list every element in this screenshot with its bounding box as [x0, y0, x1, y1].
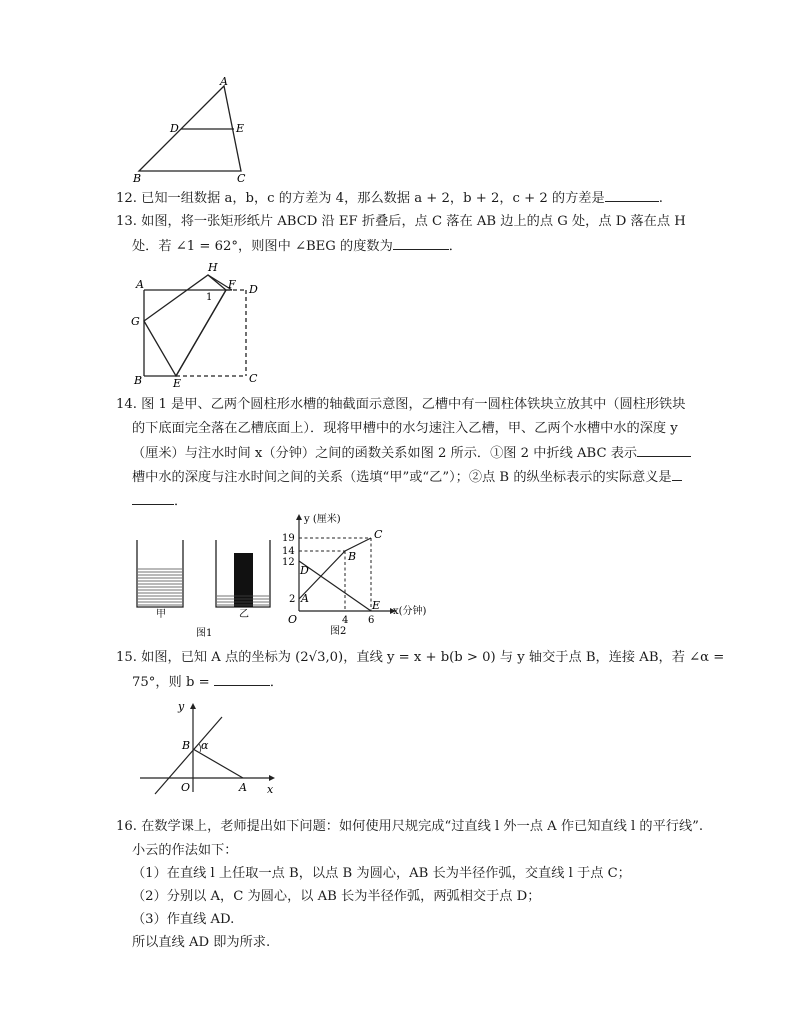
line-de — [299, 561, 371, 611]
label-c: C — [249, 372, 258, 385]
depth-time-graph — [280, 510, 445, 640]
segment-ab — [193, 749, 243, 778]
label-alpha: α — [201, 739, 209, 752]
answer-blank-14b-start[interactable] — [672, 469, 682, 481]
label-b: B — [182, 739, 191, 752]
question-15-end: ． — [269, 675, 284, 690]
label-jia: 甲 — [156, 609, 166, 620]
label-yi: 乙 — [239, 609, 249, 620]
label-b: B — [348, 550, 357, 563]
label-x-axis: x — [267, 783, 274, 796]
question-14-end: ． — [174, 494, 188, 509]
question-13-line1: 13. 如图，将一张矩形纸片 ABCD 沿 EF 折叠后，点 C 落在 AB 边上的点 G 处，点 D 落在点 H — [116, 214, 686, 229]
answer-blank-13[interactable] — [393, 238, 449, 250]
answer-blank-15[interactable] — [214, 674, 270, 686]
question-16-conclusion: 所以直线 AD 即为所求. — [132, 935, 271, 950]
label-d: D — [249, 283, 258, 296]
figure-1-caption: 图1 — [196, 628, 213, 639]
tick-y-19: 19 — [282, 533, 295, 544]
label-h: H — [208, 261, 218, 274]
label-c: C — [237, 172, 246, 184]
answer-blank-12[interactable] — [605, 190, 659, 202]
triangle-figure — [128, 74, 258, 184]
question-15-line1: 15. 如图，已知 A 点的坐标为 (2√3,0)，直线 y = x + b(b > 0) 与 y 轴交于点 B，连接 AB，若 ∠α = — [116, 650, 725, 665]
folded-rectangle-figure — [128, 258, 268, 388]
label-b: B — [133, 172, 142, 184]
label-angle-1: 1 — [206, 292, 213, 303]
figure-2-caption: 图2 — [330, 626, 347, 637]
question-13-text: 处．若 ∠1 = 62°，则图中 ∠BEG 的度数为 — [132, 239, 393, 254]
question-14-line1: 14. 图 1 是甲、乙两个圆柱形水槽的轴截面示意图，乙槽中有一圆柱体铁块立放其中（圆柱形铁块 — [116, 397, 686, 412]
label-d: D — [300, 564, 309, 577]
question-12-text: 12. 已知一组数据 a，b，c 的方差为 4，那么数据 a + 2，b + 2，c + 2 的方差是 — [116, 191, 605, 206]
question-14-line4 — [132, 469, 682, 486]
question-14-line3 — [132, 445, 691, 462]
tick-x-6: 6 — [368, 615, 375, 626]
question-16-line2: 小云的作法如下： — [132, 843, 238, 858]
question-14-line2: 的下底面完全落在乙槽底面上）．现将甲槽中的水匀速注入乙槽，甲、乙两个水槽中水的深度 y — [132, 421, 678, 436]
question-12-end: . — [658, 191, 663, 206]
question-12 — [116, 190, 663, 207]
label-c: C — [374, 528, 383, 541]
tick-x-4: 4 — [342, 615, 349, 626]
label-a: A — [220, 75, 228, 88]
label-a: A — [239, 781, 247, 794]
label-d: D — [170, 122, 179, 135]
answer-blank-14b[interactable] — [132, 493, 174, 505]
tick-y-12: 12 — [282, 557, 295, 568]
question-16-step1: （1）在直线 l 上任取一点 B，以点 B 为圆心，AB 长为半径作弧，交直线 l 于点 C； — [132, 866, 631, 881]
question-16-step3: （3）作直线 AD. — [132, 912, 235, 927]
question-14-text3: （厘米）与注水时间 x（分钟）之间的函数关系如图 2 所示．①图 2 中折线 ABC 表示 — [132, 446, 638, 461]
label-f: F — [228, 278, 236, 291]
question-14-text4: 槽中水的深度与注水时间之间的关系（选填“甲”或“乙”）；②点 B 的纵坐标表示的实际意义是 — [132, 470, 672, 485]
label-origin: O — [181, 781, 191, 794]
label-a: A — [136, 278, 144, 291]
y-axis-label: y (厘米) — [304, 514, 341, 525]
tanks-figure — [130, 535, 280, 645]
question-15-text2: 75°，则 b = — [132, 675, 210, 690]
label-e: E — [372, 599, 381, 612]
coordinate-figure — [136, 696, 286, 798]
label-g: G — [131, 315, 140, 328]
question-14-line5 — [132, 493, 187, 510]
question-16-line1: 16. 在数学课上，老师提出如下问题：如何使用尺规完成“过直线 l 外一点 A 作已知直线 l 的平行线”. — [116, 819, 704, 834]
label-e: E — [236, 122, 245, 135]
label-b: B — [134, 374, 143, 387]
x-axis-label: x(分钟) — [393, 606, 427, 617]
tick-y-14: 14 — [282, 546, 295, 557]
question-15-line2 — [132, 674, 283, 691]
question-16-step2: （2）分别以 A，C 为圆心，以 AB 长为半径作弧，两弧相交于点 D； — [132, 889, 541, 904]
label-a: A — [301, 592, 309, 605]
label-origin: O — [288, 613, 298, 626]
answer-blank-14a[interactable] — [637, 445, 691, 457]
question-13-end: ． — [448, 239, 462, 254]
tick-y-2: 2 — [289, 594, 296, 605]
label-y-axis: y — [178, 700, 185, 713]
question-13-line2 — [132, 238, 462, 255]
label-e: E — [173, 377, 182, 388]
